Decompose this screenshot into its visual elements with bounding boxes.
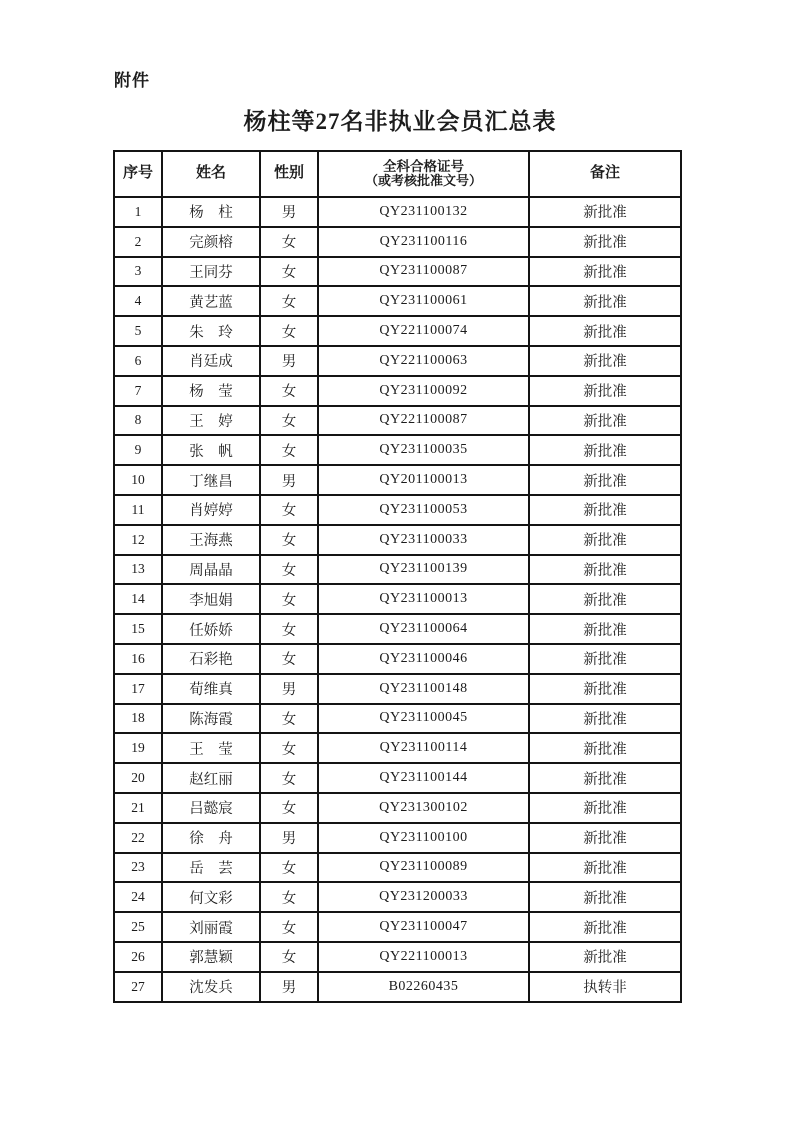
name-cell: 肖廷成 — [162, 346, 260, 376]
table-row — [114, 555, 681, 585]
gender-cell: 女 — [260, 614, 318, 644]
seq-cell: 12 — [114, 525, 162, 555]
name-cell: 王海燕 — [162, 525, 260, 555]
gender-cell: 女 — [260, 733, 318, 763]
remark-cell: 新批准 — [529, 942, 681, 972]
table-row — [114, 316, 681, 346]
seq-cell: 4 — [114, 286, 162, 316]
remark-cell: 新批准 — [529, 286, 681, 316]
name-cell: 郭慧颖 — [162, 942, 260, 972]
seq-cell: 15 — [114, 614, 162, 644]
gender-cell: 男 — [260, 972, 318, 1002]
remark-cell: 新批准 — [529, 823, 681, 853]
remark-cell: 新批准 — [529, 584, 681, 614]
remark-cell: 新批准 — [529, 465, 681, 495]
table-row — [114, 853, 681, 883]
cert-cell: QY231100092 — [318, 376, 529, 406]
name-cell: 吕懿宸 — [162, 793, 260, 823]
table-row — [114, 376, 681, 406]
header-cert-line1: 全科合格证号 — [383, 158, 464, 174]
name-cell: 任娇娇 — [162, 614, 260, 644]
name-cell: 完颜榕 — [162, 227, 260, 257]
remark-cell: 新批准 — [529, 763, 681, 793]
name-cell: 朱 玲 — [162, 316, 260, 346]
gender-cell: 女 — [260, 704, 318, 734]
remark-cell: 新批准 — [529, 197, 681, 227]
seq-cell: 21 — [114, 793, 162, 823]
cert-cell: QY231100132 — [318, 197, 529, 227]
name-cell: 沈发兵 — [162, 972, 260, 1002]
cert-cell: QY231100100 — [318, 823, 529, 853]
name-cell: 徐 舟 — [162, 823, 260, 853]
table-row — [114, 882, 681, 912]
cert-cell: QY231100045 — [318, 704, 529, 734]
cert-cell: QY231100047 — [318, 912, 529, 942]
table-row — [114, 197, 681, 227]
seq-cell: 2 — [114, 227, 162, 257]
gender-cell: 男 — [260, 465, 318, 495]
table-row — [114, 286, 681, 316]
seq-cell: 1 — [114, 197, 162, 227]
cert-cell: QY231100148 — [318, 674, 529, 704]
header-cert — [318, 151, 529, 197]
seq-cell: 17 — [114, 674, 162, 704]
cert-cell: B02260435 — [318, 972, 529, 1002]
gender-cell: 女 — [260, 793, 318, 823]
name-cell: 王 莹 — [162, 733, 260, 763]
name-cell: 荀维真 — [162, 674, 260, 704]
name-cell: 黄艺蓝 — [162, 286, 260, 316]
name-cell: 陈海霞 — [162, 704, 260, 734]
table-row — [114, 823, 681, 853]
table-row — [114, 614, 681, 644]
cert-cell: QY231300102 — [318, 793, 529, 823]
cert-cell: QY201100013 — [318, 465, 529, 495]
cert-cell: QY231100013 — [318, 584, 529, 614]
gender-cell: 女 — [260, 316, 318, 346]
seq-cell: 19 — [114, 733, 162, 763]
remark-cell: 新批准 — [529, 257, 681, 287]
remark-cell: 执转非 — [529, 972, 681, 1002]
table-row — [114, 584, 681, 614]
cert-cell: QY231100114 — [318, 733, 529, 763]
remark-cell: 新批准 — [529, 704, 681, 734]
table-row — [114, 257, 681, 287]
gender-cell: 女 — [260, 584, 318, 614]
remark-cell: 新批准 — [529, 227, 681, 257]
table-row — [114, 763, 681, 793]
header-remark: 备注 — [529, 151, 681, 197]
page-title: 杨柱等27名非执业会员汇总表 — [243, 109, 557, 134]
name-cell: 李旭娟 — [162, 584, 260, 614]
seq-cell: 11 — [114, 495, 162, 525]
gender-cell: 女 — [260, 257, 318, 287]
cert-cell: QY231100033 — [318, 525, 529, 555]
name-cell: 何文彩 — [162, 882, 260, 912]
remark-cell: 新批准 — [529, 316, 681, 346]
table-row — [114, 346, 681, 376]
seq-cell: 8 — [114, 406, 162, 436]
remark-cell: 新批准 — [529, 882, 681, 912]
gender-cell: 女 — [260, 763, 318, 793]
gender-cell: 男 — [260, 823, 318, 853]
cert-cell: QY221100074 — [318, 316, 529, 346]
table-row — [114, 972, 681, 1002]
seq-cell: 27 — [114, 972, 162, 1002]
gender-cell: 女 — [260, 495, 318, 525]
table-row — [114, 465, 681, 495]
table-row — [114, 942, 681, 972]
gender-cell: 女 — [260, 406, 318, 436]
header-cert-line2: （或考核批准文号） — [364, 173, 482, 189]
table-row — [114, 525, 681, 555]
table-row — [114, 495, 681, 525]
name-cell: 王同芬 — [162, 257, 260, 287]
remark-cell: 新批准 — [529, 614, 681, 644]
member-summary-table — [113, 150, 682, 1003]
cert-cell: QY231100087 — [318, 257, 529, 287]
seq-cell: 25 — [114, 912, 162, 942]
seq-cell: 23 — [114, 853, 162, 883]
gender-cell: 女 — [260, 227, 318, 257]
gender-cell: 女 — [260, 555, 318, 585]
table-row — [114, 912, 681, 942]
header-gender: 性别 — [260, 151, 318, 197]
header-name: 姓名 — [162, 151, 260, 197]
name-cell: 石彩艳 — [162, 644, 260, 674]
gender-cell: 男 — [260, 674, 318, 704]
table-row — [114, 644, 681, 674]
cert-cell: QY231100116 — [318, 227, 529, 257]
table-row — [114, 674, 681, 704]
seq-cell: 3 — [114, 257, 162, 287]
cert-cell: QY221100013 — [318, 942, 529, 972]
gender-cell: 女 — [260, 435, 318, 465]
name-cell: 肖婷婷 — [162, 495, 260, 525]
seq-cell: 10 — [114, 465, 162, 495]
seq-cell: 7 — [114, 376, 162, 406]
header-seq: 序号 — [114, 151, 162, 197]
name-cell: 刘丽霞 — [162, 912, 260, 942]
remark-cell: 新批准 — [529, 733, 681, 763]
seq-cell: 24 — [114, 882, 162, 912]
gender-cell: 女 — [260, 525, 318, 555]
name-cell: 岳 芸 — [162, 853, 260, 883]
remark-cell: 新批准 — [529, 912, 681, 942]
remark-cell: 新批准 — [529, 346, 681, 376]
name-cell: 杨 柱 — [162, 197, 260, 227]
table-row — [114, 435, 681, 465]
remark-cell: 新批准 — [529, 793, 681, 823]
table-row — [114, 733, 681, 763]
attachment-label: 附件 — [114, 71, 150, 90]
cert-cell: QY231100046 — [318, 644, 529, 674]
seq-cell: 26 — [114, 942, 162, 972]
header-row — [114, 151, 681, 197]
gender-cell: 男 — [260, 346, 318, 376]
remark-cell: 新批准 — [529, 495, 681, 525]
seq-cell: 22 — [114, 823, 162, 853]
gender-cell: 女 — [260, 644, 318, 674]
seq-cell: 14 — [114, 584, 162, 614]
cert-cell: QY231100139 — [318, 555, 529, 585]
table-row — [114, 406, 681, 436]
remark-cell: 新批准 — [529, 435, 681, 465]
gender-cell: 女 — [260, 376, 318, 406]
seq-cell: 16 — [114, 644, 162, 674]
cert-cell: QY221100087 — [318, 406, 529, 436]
table-row — [114, 793, 681, 823]
remark-cell: 新批准 — [529, 376, 681, 406]
seq-cell: 6 — [114, 346, 162, 376]
name-cell: 赵红丽 — [162, 763, 260, 793]
name-cell: 丁继昌 — [162, 465, 260, 495]
cert-cell: QY231100144 — [318, 763, 529, 793]
seq-cell: 9 — [114, 435, 162, 465]
table-row — [114, 704, 681, 734]
seq-cell: 13 — [114, 555, 162, 585]
gender-cell: 女 — [260, 286, 318, 316]
cert-cell: QY231100089 — [318, 853, 529, 883]
table-row — [114, 227, 681, 257]
seq-cell: 20 — [114, 763, 162, 793]
cert-cell: QY231100064 — [318, 614, 529, 644]
table-body — [114, 197, 681, 1002]
gender-cell: 女 — [260, 882, 318, 912]
cert-cell: QY231100053 — [318, 495, 529, 525]
name-cell: 周晶晶 — [162, 555, 260, 585]
cert-cell: QY231100035 — [318, 435, 529, 465]
gender-cell: 女 — [260, 912, 318, 942]
gender-cell: 女 — [260, 942, 318, 972]
cert-cell: QY231200033 — [318, 882, 529, 912]
remark-cell: 新批准 — [529, 555, 681, 585]
table-header — [114, 151, 681, 197]
seq-cell: 18 — [114, 704, 162, 734]
name-cell: 王 婷 — [162, 406, 260, 436]
name-cell: 杨 莹 — [162, 376, 260, 406]
remark-cell: 新批准 — [529, 674, 681, 704]
gender-cell: 男 — [260, 197, 318, 227]
remark-cell: 新批准 — [529, 644, 681, 674]
seq-cell: 5 — [114, 316, 162, 346]
remark-cell: 新批准 — [529, 406, 681, 436]
remark-cell: 新批准 — [529, 853, 681, 883]
gender-cell: 女 — [260, 853, 318, 883]
remark-cell: 新批准 — [529, 525, 681, 555]
name-cell: 张 帆 — [162, 435, 260, 465]
cert-cell: QY221100063 — [318, 346, 529, 376]
cert-cell: QY231100061 — [318, 286, 529, 316]
